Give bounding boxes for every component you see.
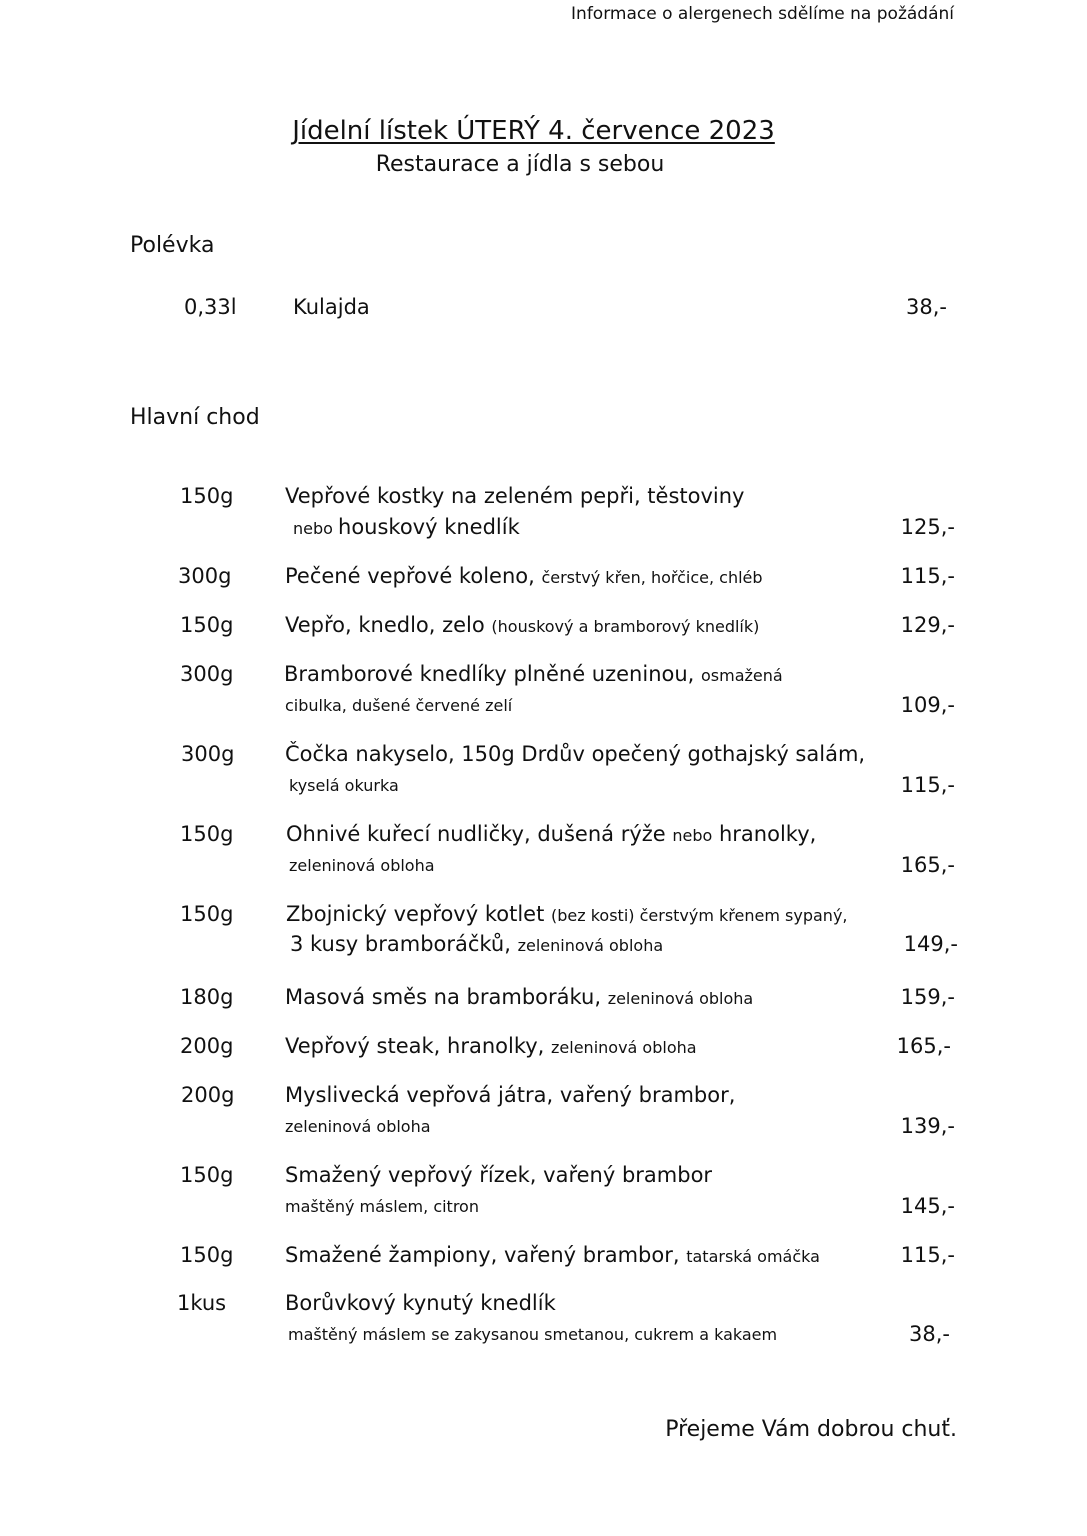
main-heading: Hlavní chod xyxy=(130,405,260,430)
soup-qty: 0,33l xyxy=(184,295,237,319)
main-item-qty: 300g xyxy=(181,742,235,766)
main-item-qty: 150g xyxy=(180,1163,234,1187)
soup-heading: Polévka xyxy=(130,233,215,258)
main-item-qty: 180g xyxy=(180,985,234,1009)
main-item-line2: maštěný máslem se zakysanou smetanou, cukrem a kakaem xyxy=(288,1325,778,1344)
main-item-line1: Masová směs na bramboráku, zeleninová obloha xyxy=(285,985,754,1009)
main-item-qty: 150g xyxy=(180,822,234,846)
main-item-line1: Vepřový steak, hranolky, zeleninová obloha xyxy=(285,1034,697,1058)
main-item-qty: 150g xyxy=(180,613,234,637)
main-item-price: 125,- xyxy=(900,515,955,539)
main-item-qty: 150g xyxy=(180,1243,234,1267)
closing-wish: Přejeme Vám dobrou chuť. xyxy=(665,1417,957,1442)
main-item-qty: 300g xyxy=(180,662,234,686)
main-item-qty: 200g xyxy=(180,1034,234,1058)
main-item-line1: Smažené žampiony, vařený brambor, tatarská omáčka xyxy=(285,1243,820,1267)
main-item-line2: maštěný máslem, citron xyxy=(285,1197,479,1216)
main-item-qty: 150g xyxy=(180,902,234,926)
main-item-price: 38,- xyxy=(909,1322,950,1346)
main-item-price: 139,- xyxy=(900,1114,955,1138)
main-item-price: 115,- xyxy=(900,1243,955,1267)
main-item-line2: nebo houskový knedlík xyxy=(293,515,520,539)
main-item-price: 115,- xyxy=(900,773,955,797)
main-item-line1: Zbojnický vepřový kotlet (bez kosti) čerstvým křenem sypaný, xyxy=(286,902,848,926)
main-item-price: 109,- xyxy=(900,693,955,717)
main-item-line2: zeleninová obloha xyxy=(285,1117,431,1136)
main-item-line1: Pečené vepřové koleno, čerstvý křen, hořčice, chléb xyxy=(285,564,763,588)
menu-title: Jídelní lístek ÚTERÝ 4. července 2023 xyxy=(292,116,775,146)
allergen-note: Informace o alergenech sdělíme na požádání xyxy=(571,4,954,24)
main-item-price: 165,- xyxy=(896,1034,951,1058)
main-item-price: 115,- xyxy=(900,564,955,588)
main-item-line1: Smažený vepřový řízek, vařený brambor xyxy=(285,1163,713,1187)
main-item-price: 129,- xyxy=(900,613,955,637)
menu-subtitle: Restaurace a jídla s sebou xyxy=(375,152,665,177)
main-item-price: 149,- xyxy=(903,932,958,956)
main-item-qty: 200g xyxy=(181,1083,235,1107)
main-item-line2: cibulka, dušené červené zelí xyxy=(285,696,513,715)
main-item-qty: 300g xyxy=(178,564,232,588)
soup-name: Kulajda xyxy=(293,295,370,319)
main-item-price: 159,- xyxy=(900,985,955,1009)
main-item-line1: Čočka nakyselo, 150g Drdův opečený gothajský salám, xyxy=(285,742,866,766)
soup-price: 38,- xyxy=(906,295,947,319)
main-item-qty: 150g xyxy=(180,484,234,508)
main-item-line1: Vepřové kostky na zeleném pepři, těstoviny xyxy=(285,484,745,508)
main-item-qty: 1kus xyxy=(177,1291,227,1315)
main-item-line1: Myslivecká vepřová játra, vařený brambor, xyxy=(285,1083,736,1107)
main-item-line1: Vepřo, knedlo, zelo (houskový a bramborový knedlík) xyxy=(285,613,760,637)
main-item-line1: Ohnivé kuřecí nudličky, dušená rýže nebo hranolky, xyxy=(286,822,817,846)
main-item-line1: Bramborové knedlíky plněné uzeninou, osmažená xyxy=(284,662,783,686)
main-item-price: 145,- xyxy=(900,1194,955,1218)
main-item-line2: zeleninová obloha xyxy=(289,856,435,875)
main-item-line2: kyselá okurka xyxy=(289,776,399,795)
main-item-line1: Borůvkový kynutý knedlík xyxy=(285,1291,556,1315)
main-item-line2: 3 kusy bramboráčků, zeleninová obloha xyxy=(290,932,664,956)
main-item-price: 165,- xyxy=(900,853,955,877)
